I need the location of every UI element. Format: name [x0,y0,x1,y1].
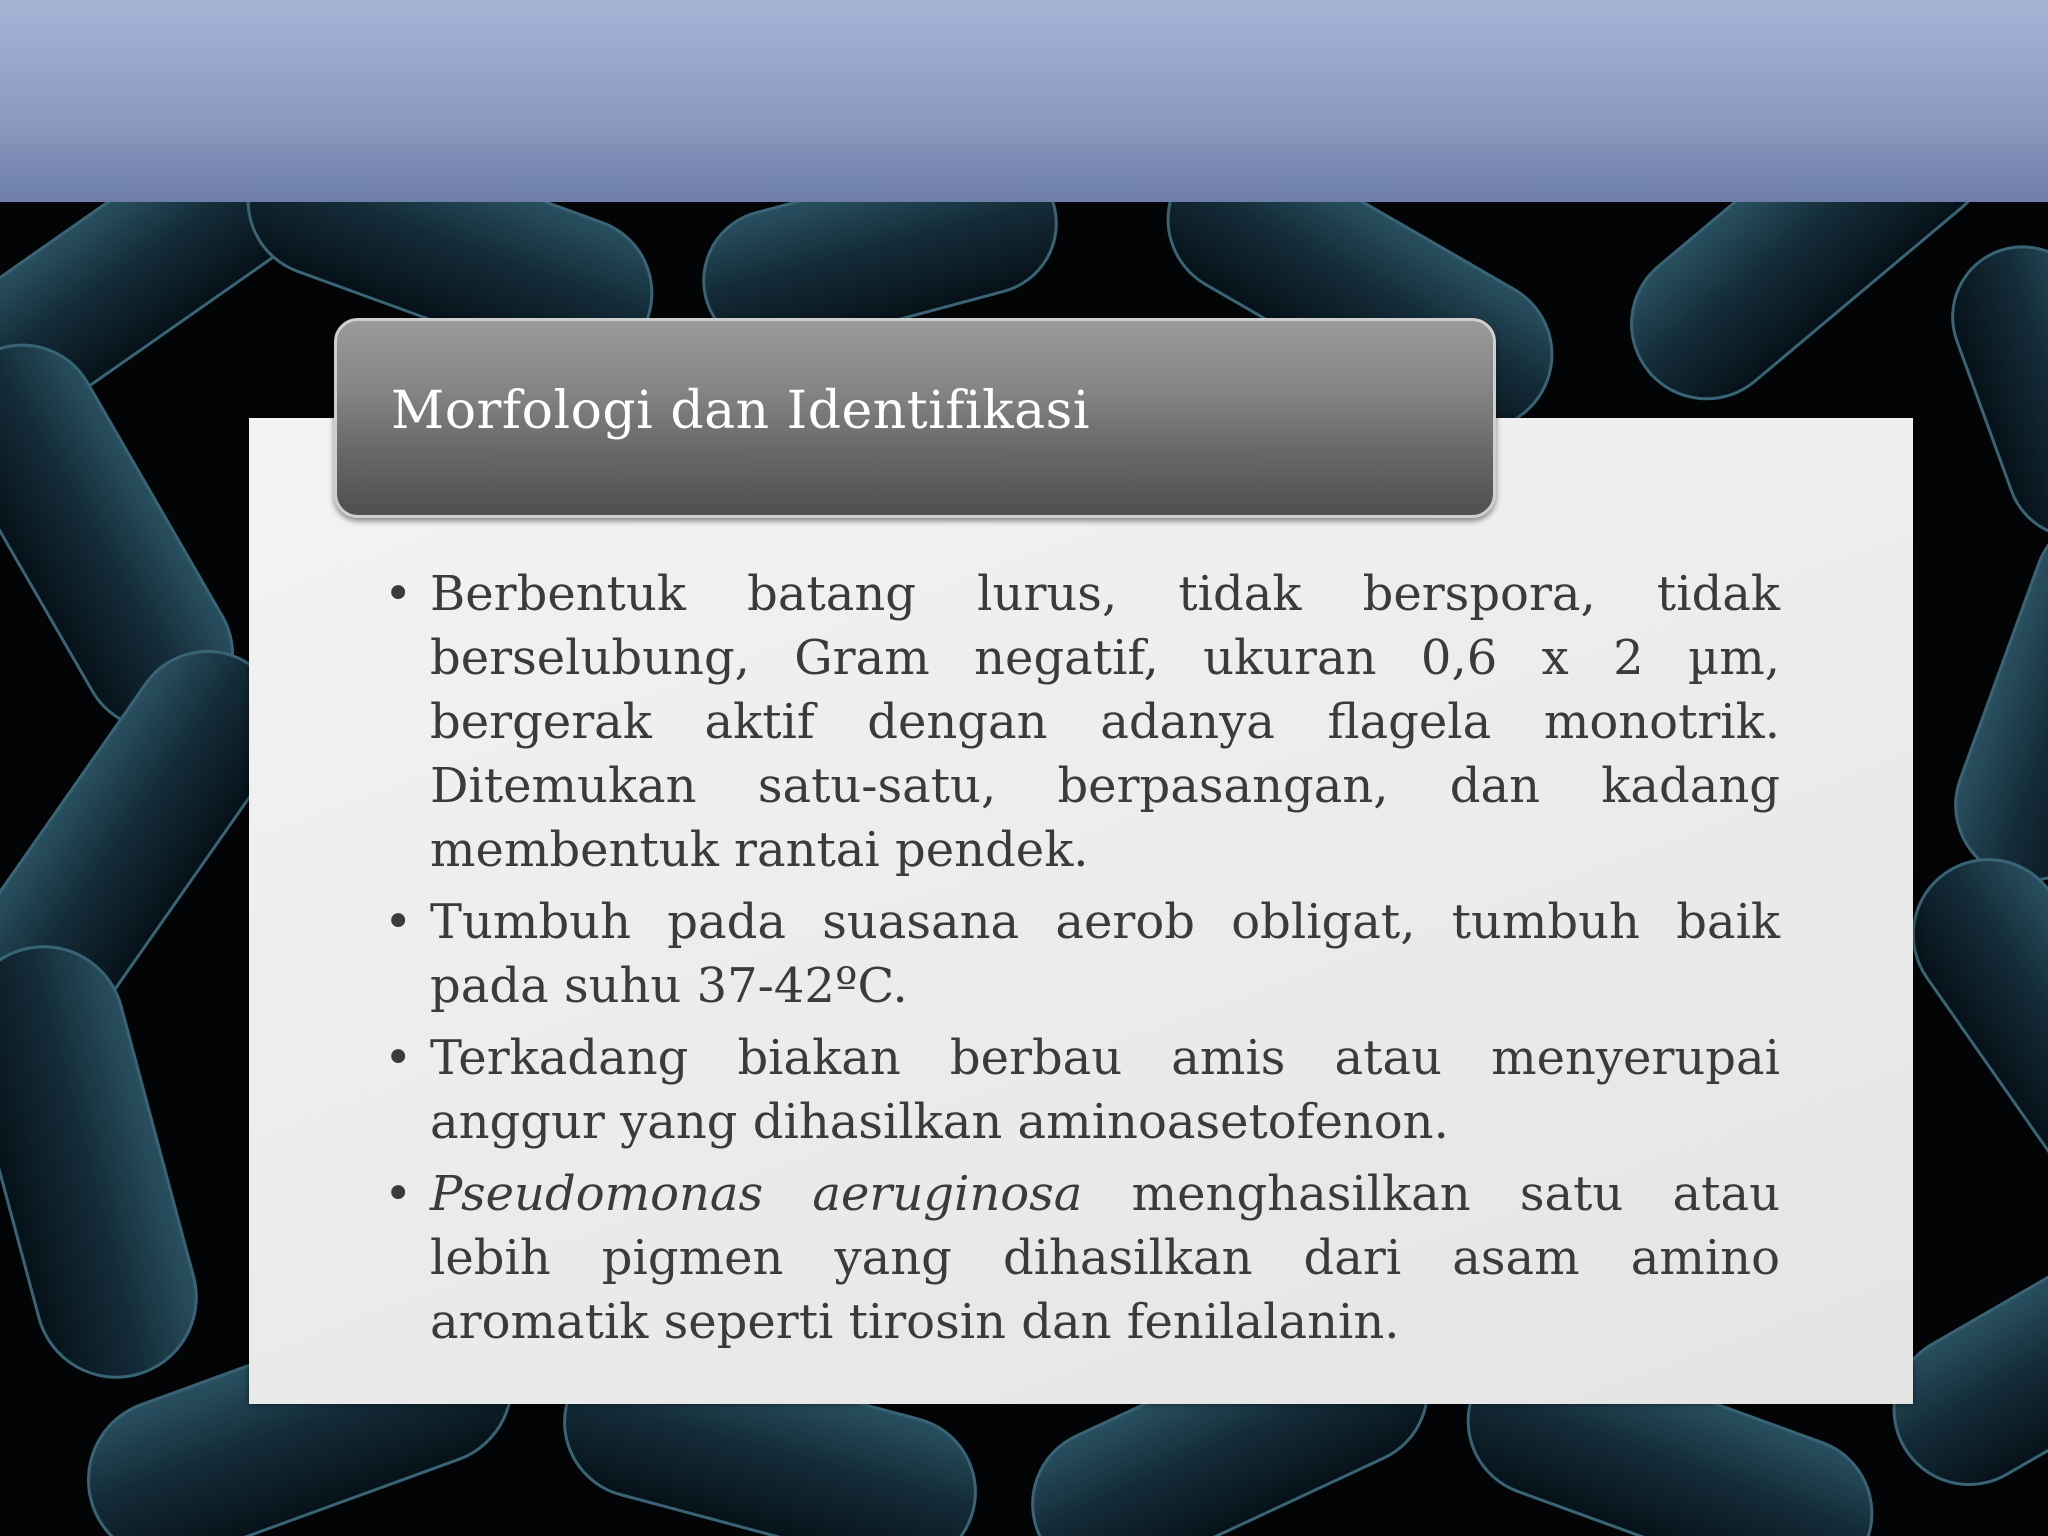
bullet-marker: • [384,1030,413,1086]
bullet-marker: • [384,894,413,950]
title-bar [334,318,1496,518]
bullet-marker: • [384,1166,413,1222]
bullet-item [380,562,1780,882]
bullet-text [430,1166,1780,1350]
slide-title: Morfologi dan Identifikasi [391,381,1090,441]
header-band [0,0,2048,202]
bullet-item [380,890,1780,1018]
bullet-item [380,1162,1780,1354]
bullet-marker: • [384,566,413,622]
bullet-text: Tumbuh pada suasana aerob obligat, tumbuh baik pada suhu 37-42ºC. [430,894,1780,1014]
bullet-list [380,562,1780,1362]
species-name: Pseudomonas aeruginosa [430,1166,1083,1222]
bullet-text-rest: menghasilkan satu atau lebih pigmen yang dihasilkan dari asam amino aromatik seperti tirosin dan fenilalanin. [430,1166,1780,1350]
bullet-item [380,1026,1780,1154]
bullet-text: Berbentuk batang lurus, tidak berspora, tidak berselubung, Gram negatif, ukuran 0,6 x 2 µm, bergerak aktif dengan adanya flagela monotrik. Ditemukan satu-satu, berpasangan, dan kadang membentuk rantai pendek. [430,566,1780,878]
bullet-text: Terkadang biakan berbau amis atau menyerupai anggur yang dihasilkan aminoasetofenon. [430,1030,1780,1150]
